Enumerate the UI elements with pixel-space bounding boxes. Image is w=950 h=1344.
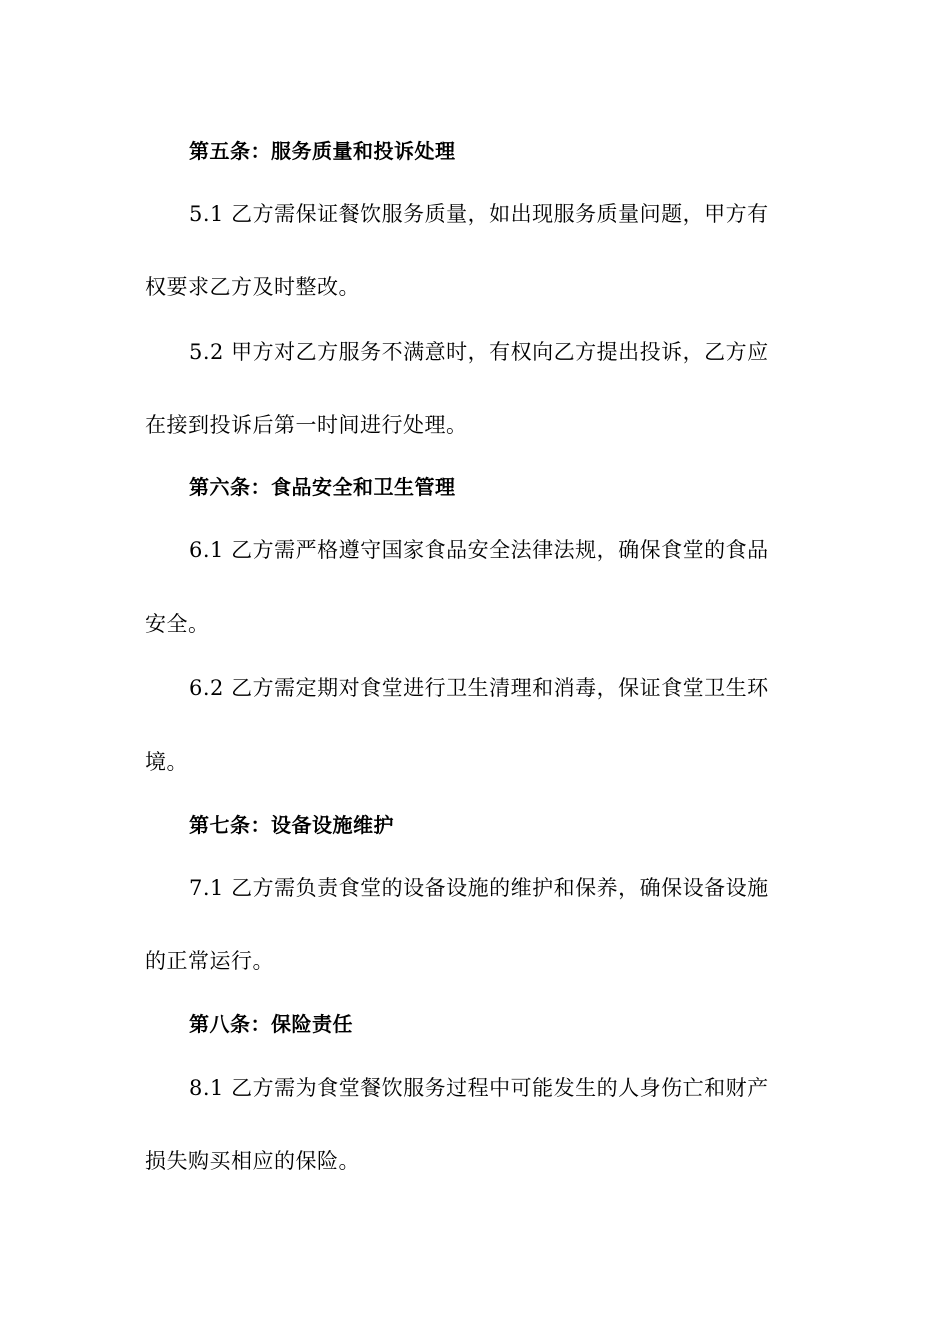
clause-line: 的正常运行。: [145, 949, 274, 973]
clause-line: 在接到投诉后第一时间进行处理。: [145, 413, 468, 437]
section-heading: 第八条：保险责任: [189, 1012, 353, 1036]
clause-line: 境。: [145, 750, 188, 774]
section-heading: 第五条：服务质量和投诉处理: [189, 139, 456, 163]
clause-line: 5.2 甲方对乙方服务不满意时，有权向乙方提出投诉，乙方应: [189, 340, 769, 364]
clause-line: 7.1 乙方需负责食堂的设备设施的维护和保养，确保设备设施: [189, 876, 769, 900]
clause-line: 5.1 乙方需保证餐饮服务质量，如出现服务质量问题，甲方有: [189, 202, 769, 226]
clause-line: 6.1 乙方需严格遵守国家食品安全法律法规，确保食堂的食品: [189, 538, 769, 562]
clause-line: 安全。: [145, 612, 210, 636]
clause-line: 损失购买相应的保险。: [145, 1149, 360, 1173]
section-heading: 第六条：食品安全和卫生管理: [189, 475, 456, 499]
clause-line: 6.2 乙方需定期对食堂进行卫生清理和消毒，保证食堂卫生环: [189, 676, 769, 700]
clause-line: 权要求乙方及时整改。: [145, 275, 360, 299]
section-heading: 第七条：设备设施维护: [189, 813, 394, 837]
clause-line: 8.1 乙方需为食堂餐饮服务过程中可能发生的人身伤亡和财产: [189, 1076, 769, 1100]
